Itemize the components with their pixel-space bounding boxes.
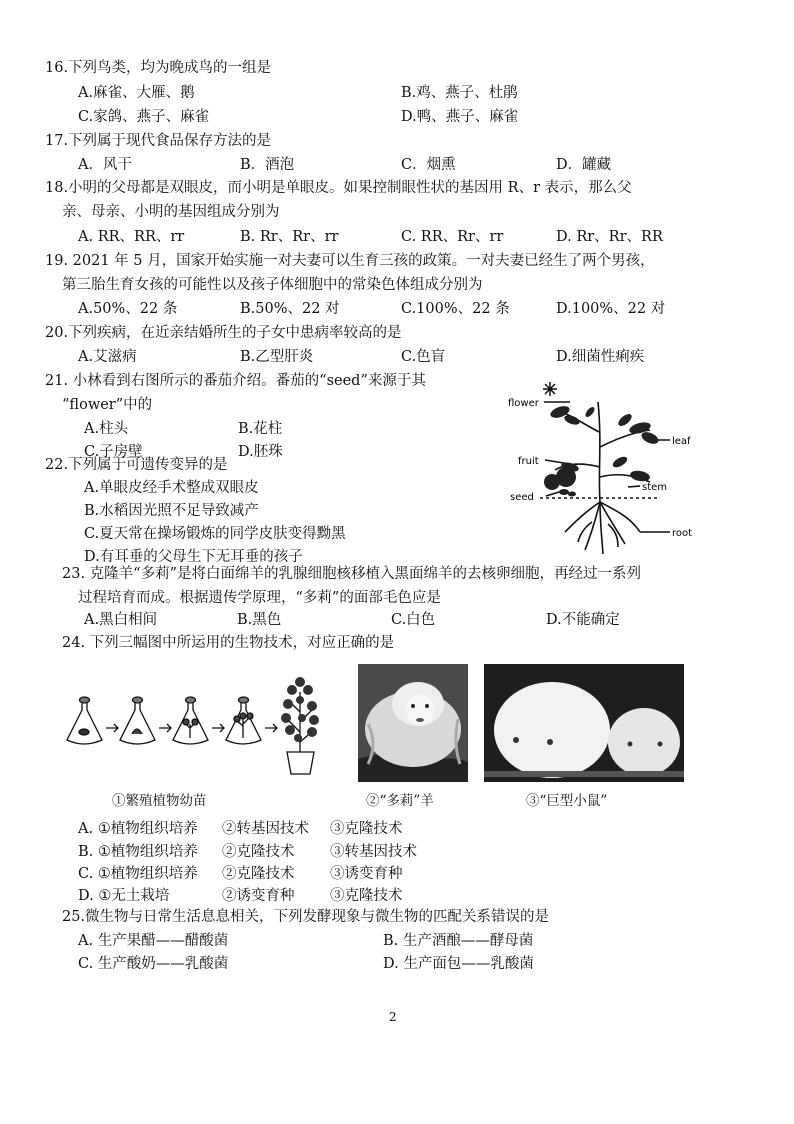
flower-icon xyxy=(543,382,557,396)
q24-option-a-3: ③克隆技术 xyxy=(330,821,403,837)
q18-stem-line2: 亲、母亲、小明的基因组成分别为 xyxy=(62,204,280,220)
q23-option-d: D.不能确定 xyxy=(546,612,620,628)
tomato-plant-figure xyxy=(500,372,700,557)
q23-stem-line2: 过程培育而成。根据遗传学原理，“多莉”的面部毛色应是 xyxy=(78,590,441,606)
q23-option-a: A.黑白相间 xyxy=(84,612,158,628)
q20-stem: 20.下列疾病，在近亲结婚所生的子女中患病率较高的是 xyxy=(45,325,402,341)
q20-option-a: A.艾滋病 xyxy=(78,349,137,365)
q18-option-d: D. Rr、Rr、RR xyxy=(556,229,663,245)
q18-stem-line1: 18.小明的父母都是双眼皮，而小明是单眼皮。如果控制眼性状的基因用 R、r 表示，那么父 xyxy=(45,180,632,196)
q24-option-c-1: C. ①植物组织培养 xyxy=(78,866,198,882)
q24-option-b-2: ②克隆技术 xyxy=(222,844,295,860)
q16-stem: 16.下列鸟类，均为晚成鸟的一组是 xyxy=(45,60,272,76)
label-root: root xyxy=(672,528,693,539)
label-flower: flower xyxy=(508,398,539,409)
q21-option-a: A.柱头 xyxy=(84,421,129,437)
q24-stem: 24. 下列三幅图中所运用的生物技术，对应正确的是 xyxy=(62,635,395,651)
label-stem: stem xyxy=(642,482,668,493)
q24-option-d-1: D. ①无土栽培 xyxy=(78,888,170,904)
q22-option-b: B.水稻因光照不足导致减产 xyxy=(84,503,259,519)
caption-figure-3: ③“巨型小鼠” xyxy=(526,793,608,809)
q23-stem-line1: 23. 克隆羊“多莉”是将白面绵羊的乳腺细胞核移植入黑面绵羊的去核卵细胞，再经过一系列 xyxy=(62,566,641,582)
q19-option-c: C.100%、22 条 xyxy=(401,301,510,317)
q17-option-a: A．风干 xyxy=(78,157,132,173)
q22-option-a: A.单眼皮经手术整成双眼皮 xyxy=(84,480,259,496)
q19-stem-line2: 第三胎生育女孩的可能性以及孩子体细胞中的常染色体组成分别为 xyxy=(62,277,483,293)
q17-stem: 17.下列属于现代食品保存方法的是 xyxy=(45,133,272,149)
q21-stem-line1: 21. 小林看到右图所示的番茄介绍。番茄的“seed”来源于其 xyxy=(45,373,426,389)
q25-option-a: A. 生产果醋——醋酸菌 xyxy=(78,933,229,949)
q17-option-d: D．罐藏 xyxy=(556,157,612,173)
q20-option-b: B.乙型肝炎 xyxy=(240,349,314,365)
q18-option-b: B. Rr、Rr、rr xyxy=(240,229,339,245)
q17-option-b: B．酒泡 xyxy=(240,157,295,173)
q19-option-d: D.100%、22 对 xyxy=(556,301,666,317)
q22-option-c: C.夏天常在操场锻炼的同学皮肤变得黝黑 xyxy=(84,526,346,542)
stem-line xyxy=(598,402,600,502)
q24-option-a-1: A. ①植物组织培养 xyxy=(78,821,198,837)
q18-option-c: C. RR、Rr、rr xyxy=(401,229,504,245)
q25-option-c: C. 生产酸奶——乳酸菌 xyxy=(78,956,229,972)
q19-stem-line1: 19. 2021 年 5 月，国家开始实施一对夫妻可以生育三孩的政策。一对夫妻已经生了两个男孩， xyxy=(45,253,655,269)
q24-option-c-2: ②克隆技术 xyxy=(222,866,295,882)
q18-option-a: A. RR、RR、rr xyxy=(78,229,185,245)
caption-figure-2: ②“多莉”羊 xyxy=(366,793,434,809)
q25-option-b: B. 生产酒酿——酵母菌 xyxy=(383,933,534,949)
label-fruit: fruit xyxy=(518,456,539,467)
label-leaf: leaf xyxy=(672,436,691,447)
q23-option-b: B.黑色 xyxy=(237,612,282,628)
q24-option-b-1: B. ①植物组织培养 xyxy=(78,844,198,860)
q17-option-c: C．烟熏 xyxy=(401,157,456,173)
q16-option-d: D.鸭、燕子、麻雀 xyxy=(401,109,519,125)
q24-option-c-3: ③诱变育种 xyxy=(330,866,403,882)
q24-option-b-3: ③转基因技术 xyxy=(330,844,417,860)
q20-option-d: D.细菌性痢疾 xyxy=(556,349,645,365)
q25-stem: 25.微生物与日常生活息息相关，下列发酵现象与微生物的匹配关系错误的是 xyxy=(62,909,550,925)
q20-option-c: C.色盲 xyxy=(401,349,446,365)
q25-option-d: D. 生产面包——乳酸菌 xyxy=(383,956,534,972)
q24-option-a-2: ②转基因技术 xyxy=(222,821,309,837)
tissue-culture-figure xyxy=(62,662,348,782)
caption-figure-1: ①繁殖植物幼苗 xyxy=(112,793,207,809)
q21-option-c: C.子房壁 xyxy=(84,444,143,460)
q22-stem: 22.下列属于可遗传变异的是 xyxy=(45,457,228,473)
q23-option-c: C.白色 xyxy=(391,612,436,628)
page-number: 2 xyxy=(389,1010,397,1024)
q16-option-c: C.家鸽、燕子、麻雀 xyxy=(78,109,210,125)
q22-option-d: D.有耳垂的父母生下无耳垂的孩子 xyxy=(84,549,303,565)
q21-option-d: D.胚珠 xyxy=(238,444,283,460)
q21-option-b: B.花柱 xyxy=(238,421,283,437)
q19-option-b: B.50%、22 对 xyxy=(240,301,340,317)
q21-stem-line2: “flower”中的 xyxy=(62,397,153,413)
dolly-sheep-photo xyxy=(358,664,468,782)
q24-option-d-3: ③克隆技术 xyxy=(330,888,403,904)
giant-mouse-photo xyxy=(484,664,684,782)
q19-option-a: A.50%、22 条 xyxy=(78,301,178,317)
q24-option-d-2: ②诱变育种 xyxy=(222,888,295,904)
label-seed: seed xyxy=(510,492,534,503)
q16-option-a: A.麻雀、大雁、鹅 xyxy=(78,85,195,101)
q16-option-b: B.鸡、燕子、杜鹃 xyxy=(401,85,518,101)
